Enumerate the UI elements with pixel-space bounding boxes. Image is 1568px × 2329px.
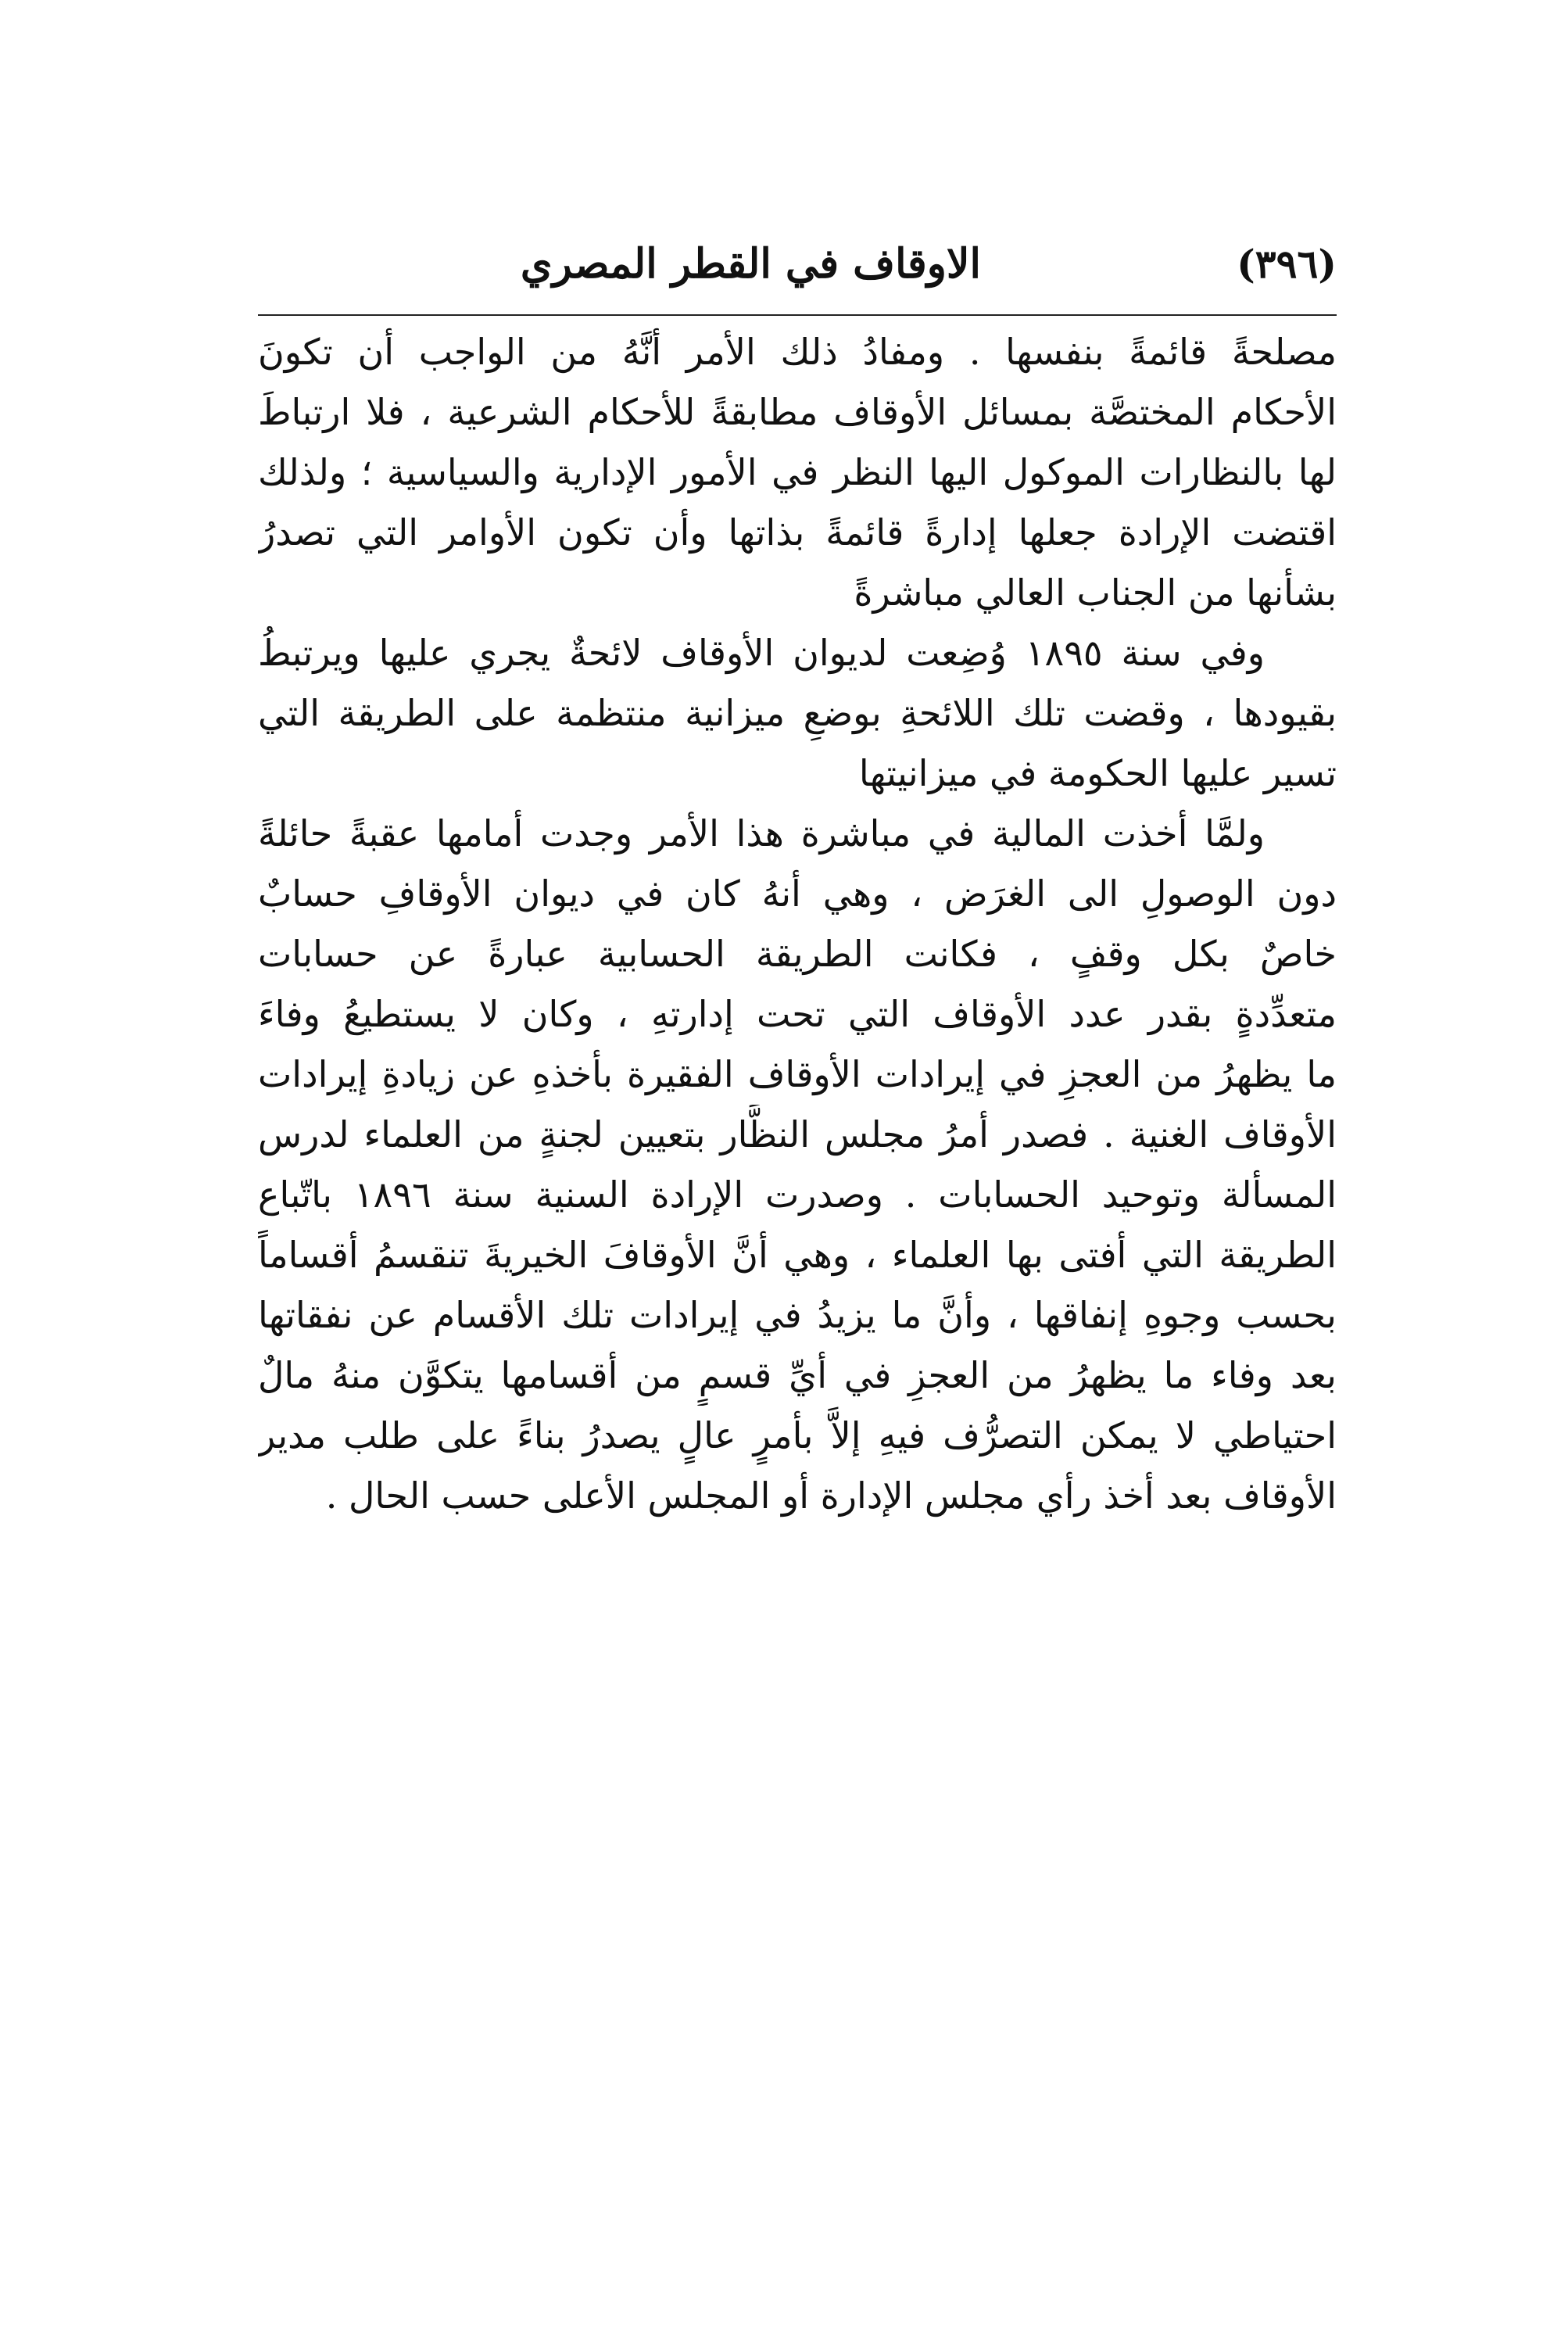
text-line: احتياطي لا يمكن التصرُّف فيهِ إلاَّ بأمرٍ عالٍ يصدرُ بناءً على طلب مدير — [258, 1414, 1337, 1457]
text-line: دون الوصولِ الى الغرَض ، وهي أنهُ كان في ديوان الأوقافِ حسابٌ — [258, 872, 1337, 915]
text-line: بحسب وجوهِ إنفاقها ، وأنَّ ما يزيدُ في إيرادات تلك الأقسام عن نفقاتها — [258, 1294, 1337, 1336]
text-line: خاصٌ بكل وقفٍ ، فكانت الطريقة الحسابية عبارةً عن حسابات — [258, 933, 1337, 975]
text-line: لها بالنظارات الموكول اليها النظر في الأمور الإدارية والسياسية ؛ ولذلك — [258, 451, 1337, 493]
text-line: بقيودها ، وقضت تلك اللائحةِ بوضعِ ميزانية منتظمة على الطريقة التي — [258, 692, 1337, 734]
text-line: الأوقاف بعد أخذ رأي مجلس الإدارة أو المجلس الأعلى حسب الحال . — [325, 1474, 1337, 1517]
body-text — [258, 322, 1337, 1526]
text-line: المسألة وتوحيد الحسابات . وصدرت الإرادة السنية سنة ١٨٩٦ باتّباع — [258, 1173, 1337, 1216]
text-line: الأحكام المختصَّة بمسائل الأوقاف مطابقةً للأحكام الشرعية ، فلا ارتباطَ — [258, 391, 1337, 433]
running-title: الاوقاف في القطر المصري — [520, 240, 981, 288]
book-page — [258, 227, 1337, 2150]
text-line: الطريقة التي أفتى بها العلماء ، وهي أنَّ الأوقافَ الخيريةَ تنقسمُ أقساماً — [258, 1234, 1337, 1276]
text-line: الأوقاف الغنية . فصدر أمرُ مجلس النظَّار بتعيين لجنةٍ من العلماء لدرس — [258, 1113, 1337, 1156]
text-line: مصلحةً قائمةً بنفسها . ومفادُ ذلك الأمر أنَّهُ من الواجب أن تكونَ — [258, 331, 1337, 373]
text-line: تسير عليها الحكومة في ميزانيتها — [858, 752, 1337, 794]
page-header — [258, 227, 1337, 311]
paragraph-start-line: ولمَّا أخذت المالية في مباشرة هذا الأمر وجدت أمامها عقبةً حائلةً — [258, 812, 1265, 855]
text-line: بعد وفاء ما يظهرُ من العجزِ في أيِّ قسمٍ من أقسامها يتكوَّن منهُ مالٌ — [258, 1354, 1337, 1396]
header-rule — [258, 314, 1337, 316]
text-line: اقتضت الإرادة جعلها إدارةً قائمةً بذاتها وأن تكون الأوامر التي تصدرُ — [258, 511, 1337, 554]
text-line: بشأنها من الجناب العالي مباشرةً — [854, 572, 1337, 614]
text-line: متعدِّدةٍ بقدر عدد الأوقاف التي تحت إدارتهِ ، وكان لا يستطيعُ وفاءَ — [258, 993, 1337, 1035]
text-line: ما يظهرُ من العجزِ في إيرادات الأوقاف الفقيرة بأخذهِ عن زيادةِ إيرادات — [258, 1053, 1337, 1095]
paragraph-start-line: وفي سنة ١٨٩٥ وُضِعت لديوان الأوقاف لائحةٌ يجري عليها ويرتبطُ — [258, 632, 1265, 674]
page-number: (٣٩٦) — [1237, 241, 1337, 287]
